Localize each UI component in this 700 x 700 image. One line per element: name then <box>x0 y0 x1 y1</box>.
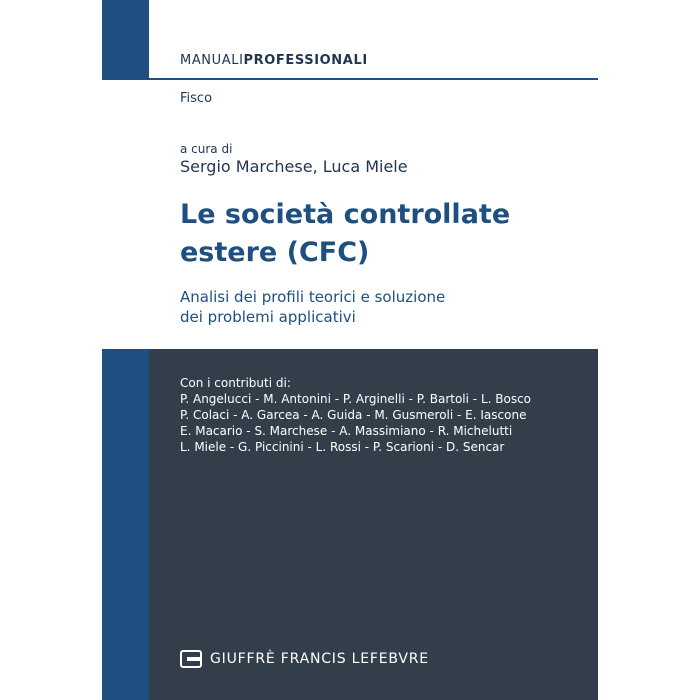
cover-bottom-accent-bar <box>102 349 149 700</box>
contributors-line: P. Colaci - A. Garcea - A. Guida - M. Gusmeroli - E. Iascone <box>180 408 527 422</box>
book-subtitle-line-2: dei problemi applicativi <box>180 308 356 326</box>
contributors-line: E. Macario - S. Marchese - A. Massimiano - R. Michelutti <box>180 424 513 438</box>
contributors-heading: Con i contributi di: <box>180 376 291 390</box>
book-cover <box>102 0 598 700</box>
series-name-part2: PROFESSIONALI <box>243 53 368 68</box>
contributors-line: L. Miele - G. Piccinini - L. Rossi - P. Scarioni - D. Sencar <box>180 440 505 454</box>
cover-top-accent-bar <box>102 0 149 80</box>
contributors-line: P. Angelucci - M. Antonini - P. Arginelli - P. Bartoli - L. Bosco <box>180 392 532 406</box>
book-title-line-1: Le società controllate <box>180 199 511 230</box>
curator-label: a cura di <box>180 142 233 156</box>
contributors-list <box>180 375 590 455</box>
book-subtitle <box>180 287 580 327</box>
publisher-name: GIUFFRÈ FRANCIS LEFEBVRE <box>210 651 429 667</box>
book-title <box>180 196 580 272</box>
curators: Sergio Marchese, Luca Miele <box>180 157 408 176</box>
series-divider <box>149 78 598 80</box>
book-title-line-2: estere (CFC) <box>180 237 370 268</box>
book-subtitle-line-1: Analisi dei profili teorici e soluzione <box>180 288 446 306</box>
series-name <box>180 53 368 68</box>
contributors-panel <box>102 349 598 700</box>
publisher-logo <box>180 649 429 669</box>
publisher-logo-icon <box>180 650 202 668</box>
subject-label: Fisco <box>180 91 213 106</box>
series-name-part1: MANUALI <box>180 53 244 68</box>
